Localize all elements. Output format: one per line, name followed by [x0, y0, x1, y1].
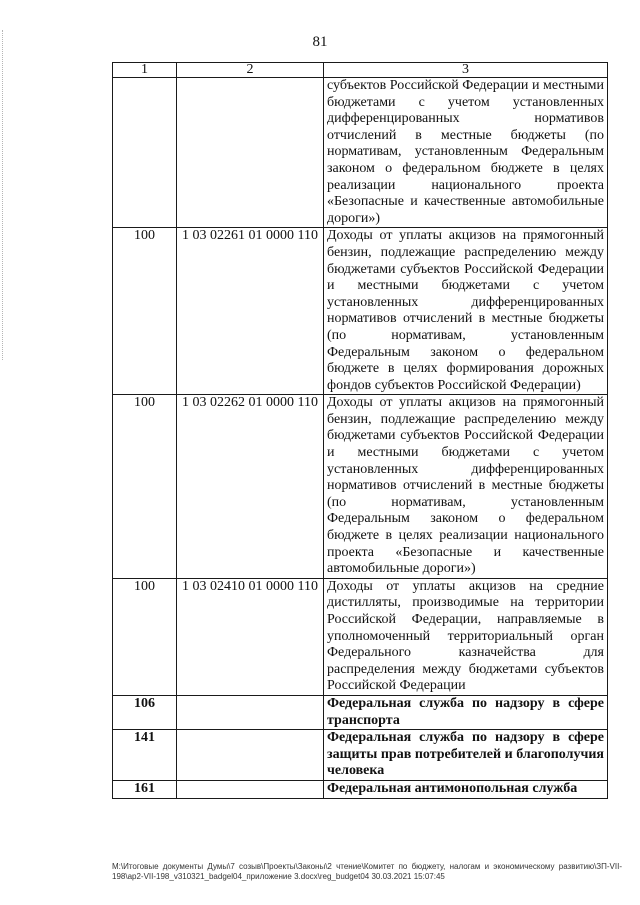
admin-code-cell: 141: [113, 730, 177, 781]
table-header-row: [113, 63, 608, 78]
table-row: [113, 395, 608, 579]
budget-code-cell: 1 03 02261 01 0000 110: [177, 228, 324, 395]
budget-code-cell: 1 03 02262 01 0000 110: [177, 395, 324, 579]
table-row: [113, 578, 608, 695]
column-header-description: 3: [324, 63, 608, 78]
budget-code-cell: [177, 78, 324, 228]
agency-name-cell: Федеральная служба по надзору в сфере транспорта: [324, 695, 608, 729]
admin-code-cell: [113, 78, 177, 228]
budget-code-cell: 1 03 02410 01 0000 110: [177, 578, 324, 695]
admin-code-cell: 100: [113, 578, 177, 695]
admin-code-cell: 100: [113, 228, 177, 395]
table-row-agency: [113, 695, 608, 729]
description-cell: Доходы от уплаты акцизов на прямогонный бензин, подлежащие распределению между бюджетами субъектов Российской Федерации и местными бюджетами с учетом установленных дифференцированных нормативов отчислений в местные бюджеты (по нормативам, установленным Федеральным законом о федеральном бюджете в целях формирования дорожных фондов субъектов Российской Федерации): [324, 228, 608, 395]
budget-code-cell: [177, 695, 324, 729]
description-cell: Доходы от уплаты акцизов на средние дистилляты, производимые на территории Российской Федерации, направляемые в уполномоченный территориальный орган Федерального казначейства для распределения между бюджетами субъектов Российской Федерации: [324, 578, 608, 695]
agency-name-cell: Федеральная антимонопольная служба: [324, 780, 608, 798]
table-row-agency: [113, 730, 608, 781]
agency-name-cell: Федеральная служба по надзору в сфере защиты прав потребителей и благополучия человека: [324, 730, 608, 781]
column-header-admin: 1: [113, 63, 177, 78]
admin-code-cell: 106: [113, 695, 177, 729]
table-row: [113, 78, 608, 228]
scan-margin-marks: [2, 30, 7, 360]
revenue-table: [112, 62, 608, 799]
column-header-code: 2: [177, 63, 324, 78]
file-path-footer: M:\Итоговые документы Думы\7 созыв\Проекты\Законы\2 чтение\Комитет по бюджету, налогам и экономическому развитию\ЗП-VII-198\ар2-VII-198_v310321_badgel04_приложение 3.docx\reg_budget04 30.03.2021 15:07:45: [112, 862, 622, 881]
description-cell: Доходы от уплаты акцизов на прямогонный бензин, подлежащие распределению между бюджетами субъектов Российской Федерации и местными бюджетами с учетом установленных дифференцированных нормативов отчислений в местные бюджеты (по нормативам, установленным Федеральным законом о федеральном бюджете в целях реализации национального проекта «Безопасные и качественные автомобильные дороги»): [324, 395, 608, 579]
admin-code-cell: 161: [113, 780, 177, 798]
admin-code-cell: 100: [113, 395, 177, 579]
table-row-agency: [113, 780, 608, 798]
page-number: 81: [312, 34, 328, 50]
budget-code-cell: [177, 730, 324, 781]
description-cell: субъектов Российской Федерации и местными бюджетами с учетом установленных дифференцированных нормативов отчислений в местные бюджеты (по нормативам, установленным Федеральным законом о федеральном бюджете в целях реализации национального проекта «Безопасные и качественные автомобильные дороги»): [324, 78, 608, 228]
budget-code-cell: [177, 780, 324, 798]
table-row: [113, 228, 608, 395]
